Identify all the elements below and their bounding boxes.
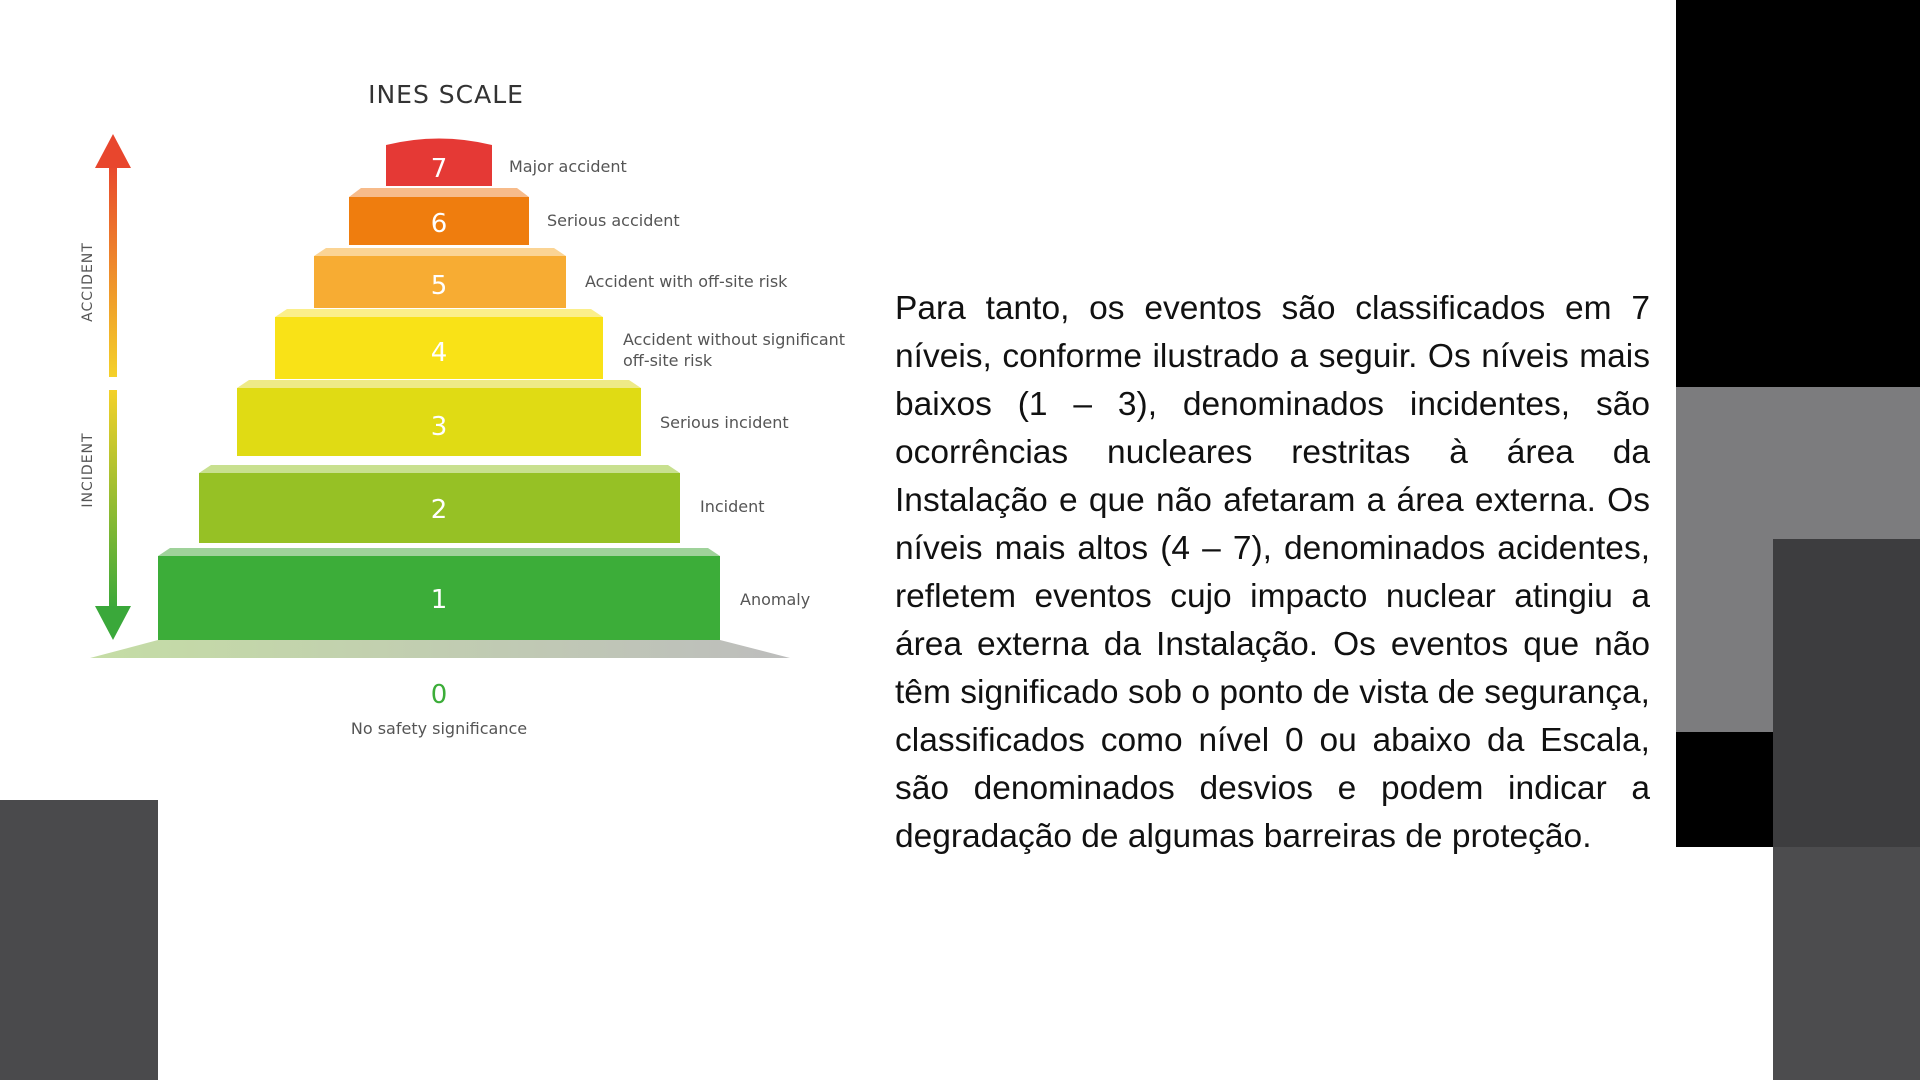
level-label-5: Accident with off-site risk [585, 272, 788, 291]
level-number-3: 3 [430, 412, 448, 442]
diagram-title: INES SCALE [368, 80, 524, 109]
accident-arrow [95, 134, 131, 377]
incident-arrow [95, 390, 131, 640]
level-number-4: 4 [430, 338, 448, 368]
level-label-4-line2: off-site risk [623, 351, 713, 370]
level-label-2: Incident [700, 497, 765, 516]
level-number-6: 6 [430, 209, 448, 239]
pyramid-base-shadow [90, 640, 790, 658]
level-number-7: 7 [430, 154, 448, 184]
pyramid-step-3 [237, 380, 789, 456]
decor-block-right-black-top [1676, 0, 1920, 387]
level-number-2: 2 [430, 495, 448, 525]
pyramid-step-6 [349, 188, 680, 245]
level-label-7: Major accident [509, 157, 627, 176]
slide-paragraph: Para tanto, os eventos são classificados em 7 níveis, conforme ilustrado a seguir. Os níveis mais baixos (1 – 3), denominados incidentes, são ocorrências nucleares restritas à área da Instalação e que não afetaram a área externa. Os níveis mais altos (4 – 7), denominados acidentes, refletem eventos cujo impacto nuclear atingiu a área externa da Instalação. Os eventos que não têm significado sob o ponto de vista de segurança, classificados como nível 0 ou abaixo da Escala, são denominados desvios e podem indicar a degradação de algumas barreiras de proteção. [895, 290, 1650, 855]
level-number-0: 0 [430, 680, 448, 710]
accident-axis-label: ACCIDENT [80, 242, 96, 322]
level-number-1: 1 [430, 585, 448, 615]
pyramid-step-7 [386, 139, 627, 187]
pyramid-step-5 [314, 248, 788, 308]
level-number-5: 5 [430, 271, 448, 301]
level-label-3: Serious incident [660, 413, 789, 432]
pyramid-step-1 [158, 548, 810, 640]
level-label-1: Anomaly [740, 590, 811, 609]
pyramid-step-4 [275, 309, 845, 379]
pyramid-step-2 [199, 465, 765, 543]
incident-axis-label: INCIDENT [80, 432, 96, 508]
decor-block-left-dark [0, 800, 158, 1080]
ines-scale-diagram [0, 0, 880, 760]
level-label-4-line1: Accident without significant [623, 330, 846, 349]
level-label-6: Serious accident [547, 211, 680, 230]
level-label-0: No safety significance [350, 719, 528, 738]
decor-block-right-lower-gray [1773, 847, 1920, 1080]
